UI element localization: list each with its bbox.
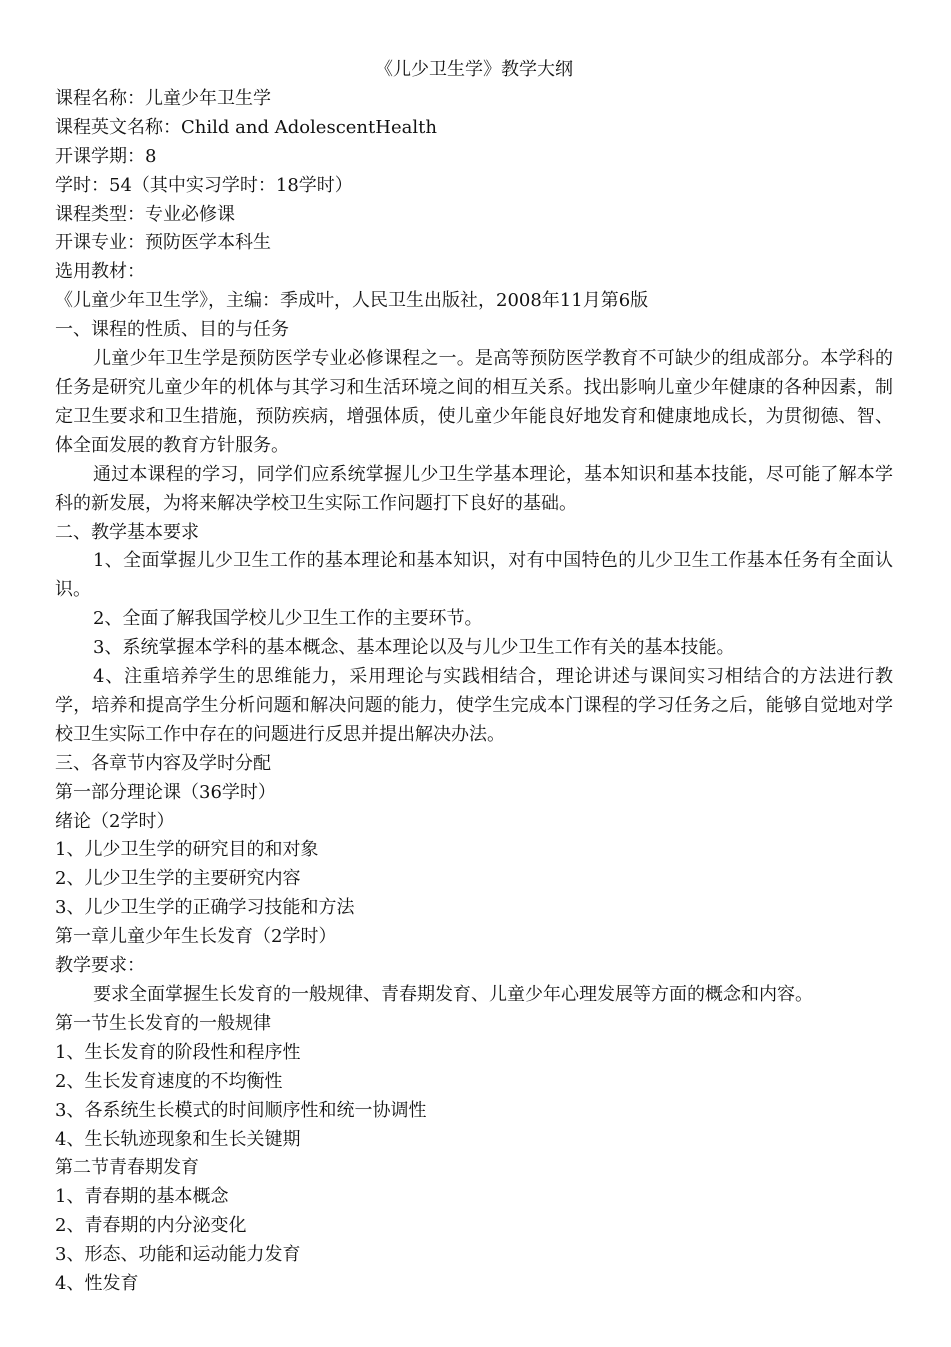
chapter1-req-label: 教学要求： [55, 955, 145, 977]
textbook-label: 选用教材： [55, 261, 145, 283]
section3-heading: 三、各章节内容及学时分配 [55, 752, 271, 774]
part1-heading: 第一部分理论课（36学时） [55, 781, 276, 803]
document-page [55, 56, 893, 1299]
chapter1-sec2-item: 2、青春期的内分泌变化 [55, 1215, 247, 1237]
section2-item: 2、全面了解我国学校儿少卫生工作的主要环节。 [93, 608, 483, 630]
course-type: 课程类型：专业必修课 [55, 203, 235, 225]
chapter1-heading: 第一章儿童少年生长发育（2学时） [55, 926, 337, 948]
intro-heading: 绪论（2学时） [55, 810, 175, 832]
section2-heading: 二、教学基本要求 [55, 521, 199, 543]
section2-item: 3、系统掌握本学科的基本概念、基本理论以及与儿少卫生工作有关的基本技能。 [93, 637, 735, 659]
section2-item: 4、注重培养学生的思维能力，采用理论与实践相结合，理论讲述与课间实习相结合的方法进行教学，培养和提高学生分析问题和解决问题的能力，使学生完成本门课程的学习任务之后，能够自觉地对学校卫生实际工作中存在的问题进行反思并提出解决办法。 [55, 666, 893, 745]
major: 开课专业：预防医学本科生 [55, 232, 271, 254]
chapter1-sec2-item: 1、青春期的基本概念 [55, 1186, 229, 1208]
semester: 开课学期：8 [55, 145, 157, 167]
chapter1-sec1-item: 1、生长发育的阶段性和程序性 [55, 1041, 301, 1063]
chapter1-req-text: 要求全面掌握生长发育的一般规律、青春期发育、儿童少年心理发展等方面的概念和内容。 [93, 984, 813, 1005]
chapter1-sec1-item: 2、生长发育速度的不均衡性 [55, 1070, 283, 1092]
textbook: 《儿童少年卫生学》，主编：季成叶，人民卫生出版社，2008年11月第6版 [55, 290, 649, 312]
document-title: 《儿少卫生学》教学大纲 [375, 59, 573, 80]
course-name: 课程名称：儿童少年卫生学 [55, 87, 271, 109]
intro-item: 2、儿少卫生学的主要研究内容 [55, 868, 301, 890]
intro-item: 3、儿少卫生学的正确学习技能和方法 [55, 897, 355, 919]
chapter1-sec2-heading: 第二节青春期发育 [55, 1157, 199, 1179]
section2-item: 1、全面掌握儿少卫生工作的基本理论和基本知识，对有中国特色的儿少卫生工作基本任务有全面认识。 [55, 550, 893, 601]
chapter1-sec2-item: 3、形态、功能和运动能力发育 [55, 1244, 301, 1266]
chapter1-sec1-item: 4、生长轨迹现象和生长关键期 [55, 1128, 301, 1150]
course-english-name: 课程英文名称：Child and AdolescentHealth [55, 116, 437, 138]
chapter1-sec1-heading: 第一节生长发育的一般规律 [55, 1012, 271, 1034]
section1-paragraph: 通过本课程的学习，同学们应系统掌握儿少卫生学基本理论，基本知识和基本技能，尽可能了解本学科的新发展，为将来解决学校卫生实际工作问题打下良好的基础。 [55, 463, 893, 514]
chapter1-sec1-item: 3、各系统生长模式的时间顺序性和统一协调性 [55, 1099, 427, 1121]
section1-paragraph: 儿童少年卫生学是预防医学专业必修课程之一。是高等预防医学教育不可缺少的组成部分。本学科的任务是研究儿童少年的机体与其学习和生活环境之间的相互关系。找出影响儿童少年健康的各种因素，制定卫生要求和卫生措施，预防疾病，增强体质，使儿童少年能良好地发育和健康地成长，为贯彻德、智、体全面发展的教育方针服务。 [55, 348, 893, 456]
section1-heading: 一、课程的性质、目的与任务 [55, 319, 289, 341]
hours: 学时：54（其中实习学时：18学时） [55, 174, 353, 196]
chapter1-sec2-item: 4、性发育 [55, 1273, 139, 1295]
intro-item: 1、儿少卫生学的研究目的和对象 [55, 839, 319, 861]
